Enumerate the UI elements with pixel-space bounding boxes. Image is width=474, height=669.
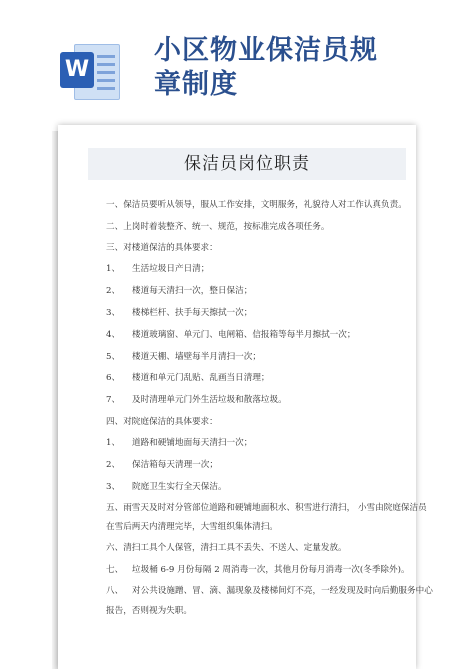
- line-number: 2、: [106, 460, 121, 470]
- line-text: 院庭卫生实行全天保洁。: [132, 482, 227, 492]
- line-text: 六、清扫工具个人保管，清扫工具不丢失、不送人、定量发放。: [106, 543, 347, 553]
- document-line: [106, 306, 252, 318]
- document-line: [106, 220, 329, 232]
- document-line: [106, 563, 410, 575]
- header: [0, 0, 474, 125]
- document-line: [106, 393, 287, 405]
- line-number: 7、: [106, 395, 121, 405]
- line-text: 及时清理单元门外生活垃圾和散落垃圾。: [132, 395, 287, 405]
- line-number: 4、: [106, 330, 121, 340]
- line-text: 垃圾桶 6-9 月份每隔 2 周消毒一次，其他月份每月消毒一次(冬季除外)。: [132, 565, 410, 575]
- line-text: 一、保洁员要听从领导，服从工作安排，文明服务，礼貌待人对工作认真负责。: [106, 200, 407, 210]
- document-line: [106, 241, 218, 253]
- line-number: 3、: [106, 482, 121, 492]
- document-line: [106, 458, 218, 470]
- page-title: [154, 34, 454, 102]
- line-number: 八、: [106, 586, 124, 596]
- line-number: 七、: [106, 565, 124, 575]
- line-text: 对公共设施蹭、冒、滴、漏现象及楼梯间灯不亮，一经发现及时向后勤服务中心: [132, 586, 433, 596]
- line-text: 三、对楼道保洁的具体要求：: [106, 243, 218, 253]
- line-text: 五、雨雪天及时对分管部位道路和硬铺地面积水、积雪进行清扫， 小雪由院庭保洁员: [106, 503, 427, 513]
- document-line: [106, 262, 209, 274]
- document-line: [106, 520, 278, 532]
- line-number: 6、: [106, 373, 121, 383]
- line-text: 道路和硬铺地面每天清扫一次；: [132, 438, 253, 448]
- title-line-2: 章制度: [154, 69, 238, 100]
- line-text: 楼道和单元门乱贴、乱画当日清理；: [132, 373, 270, 383]
- document-line: [106, 501, 427, 513]
- document-line: [106, 480, 227, 492]
- line-text: 楼道每天清扫一次，整日保洁；: [132, 286, 253, 296]
- section-title: 保洁员岗位职责: [184, 154, 310, 174]
- line-text: 楼梯栏杆、扶手每天擦拭一次；: [132, 308, 253, 318]
- document-line: [106, 584, 433, 596]
- document-line: [106, 415, 218, 427]
- document-line: [106, 541, 347, 553]
- word-logo-badge: W: [60, 52, 94, 88]
- line-text: 保洁箱每天清理一次；: [132, 460, 218, 470]
- document-line: [106, 436, 252, 448]
- line-text: 楼道天棚、墙壁每半月清扫一次；: [132, 352, 261, 362]
- document-line: [106, 604, 192, 616]
- line-text: 报告，否则视为失职。: [106, 606, 192, 616]
- document-line: [106, 284, 252, 296]
- line-number: 1、: [106, 264, 121, 274]
- document-line: [106, 371, 270, 383]
- line-text: 在雪后两天内清理完毕，大雪组织集体清扫。: [106, 522, 278, 532]
- line-text: 四、对院庭保洁的具体要求：: [106, 417, 218, 427]
- line-text: 生活垃圾日产日清；: [132, 264, 210, 274]
- document-line: [106, 350, 261, 362]
- document-line: [106, 328, 355, 340]
- title-line-1: 小区物业保洁员规: [154, 35, 378, 66]
- line-text: 二、上岗时着装整齐、统一、规范，按标准完成各项任务。: [106, 222, 330, 232]
- line-number: 5、: [106, 352, 121, 362]
- line-number: 1、: [106, 438, 121, 448]
- line-number: 3、: [106, 308, 121, 318]
- word-document-icon: [60, 40, 122, 102]
- line-text: 楼道玻璃窗、单元门、电闸箱、信报箱等每半月擦拭一次；: [132, 330, 356, 340]
- document-line: [106, 198, 407, 210]
- line-number: 2、: [106, 286, 121, 296]
